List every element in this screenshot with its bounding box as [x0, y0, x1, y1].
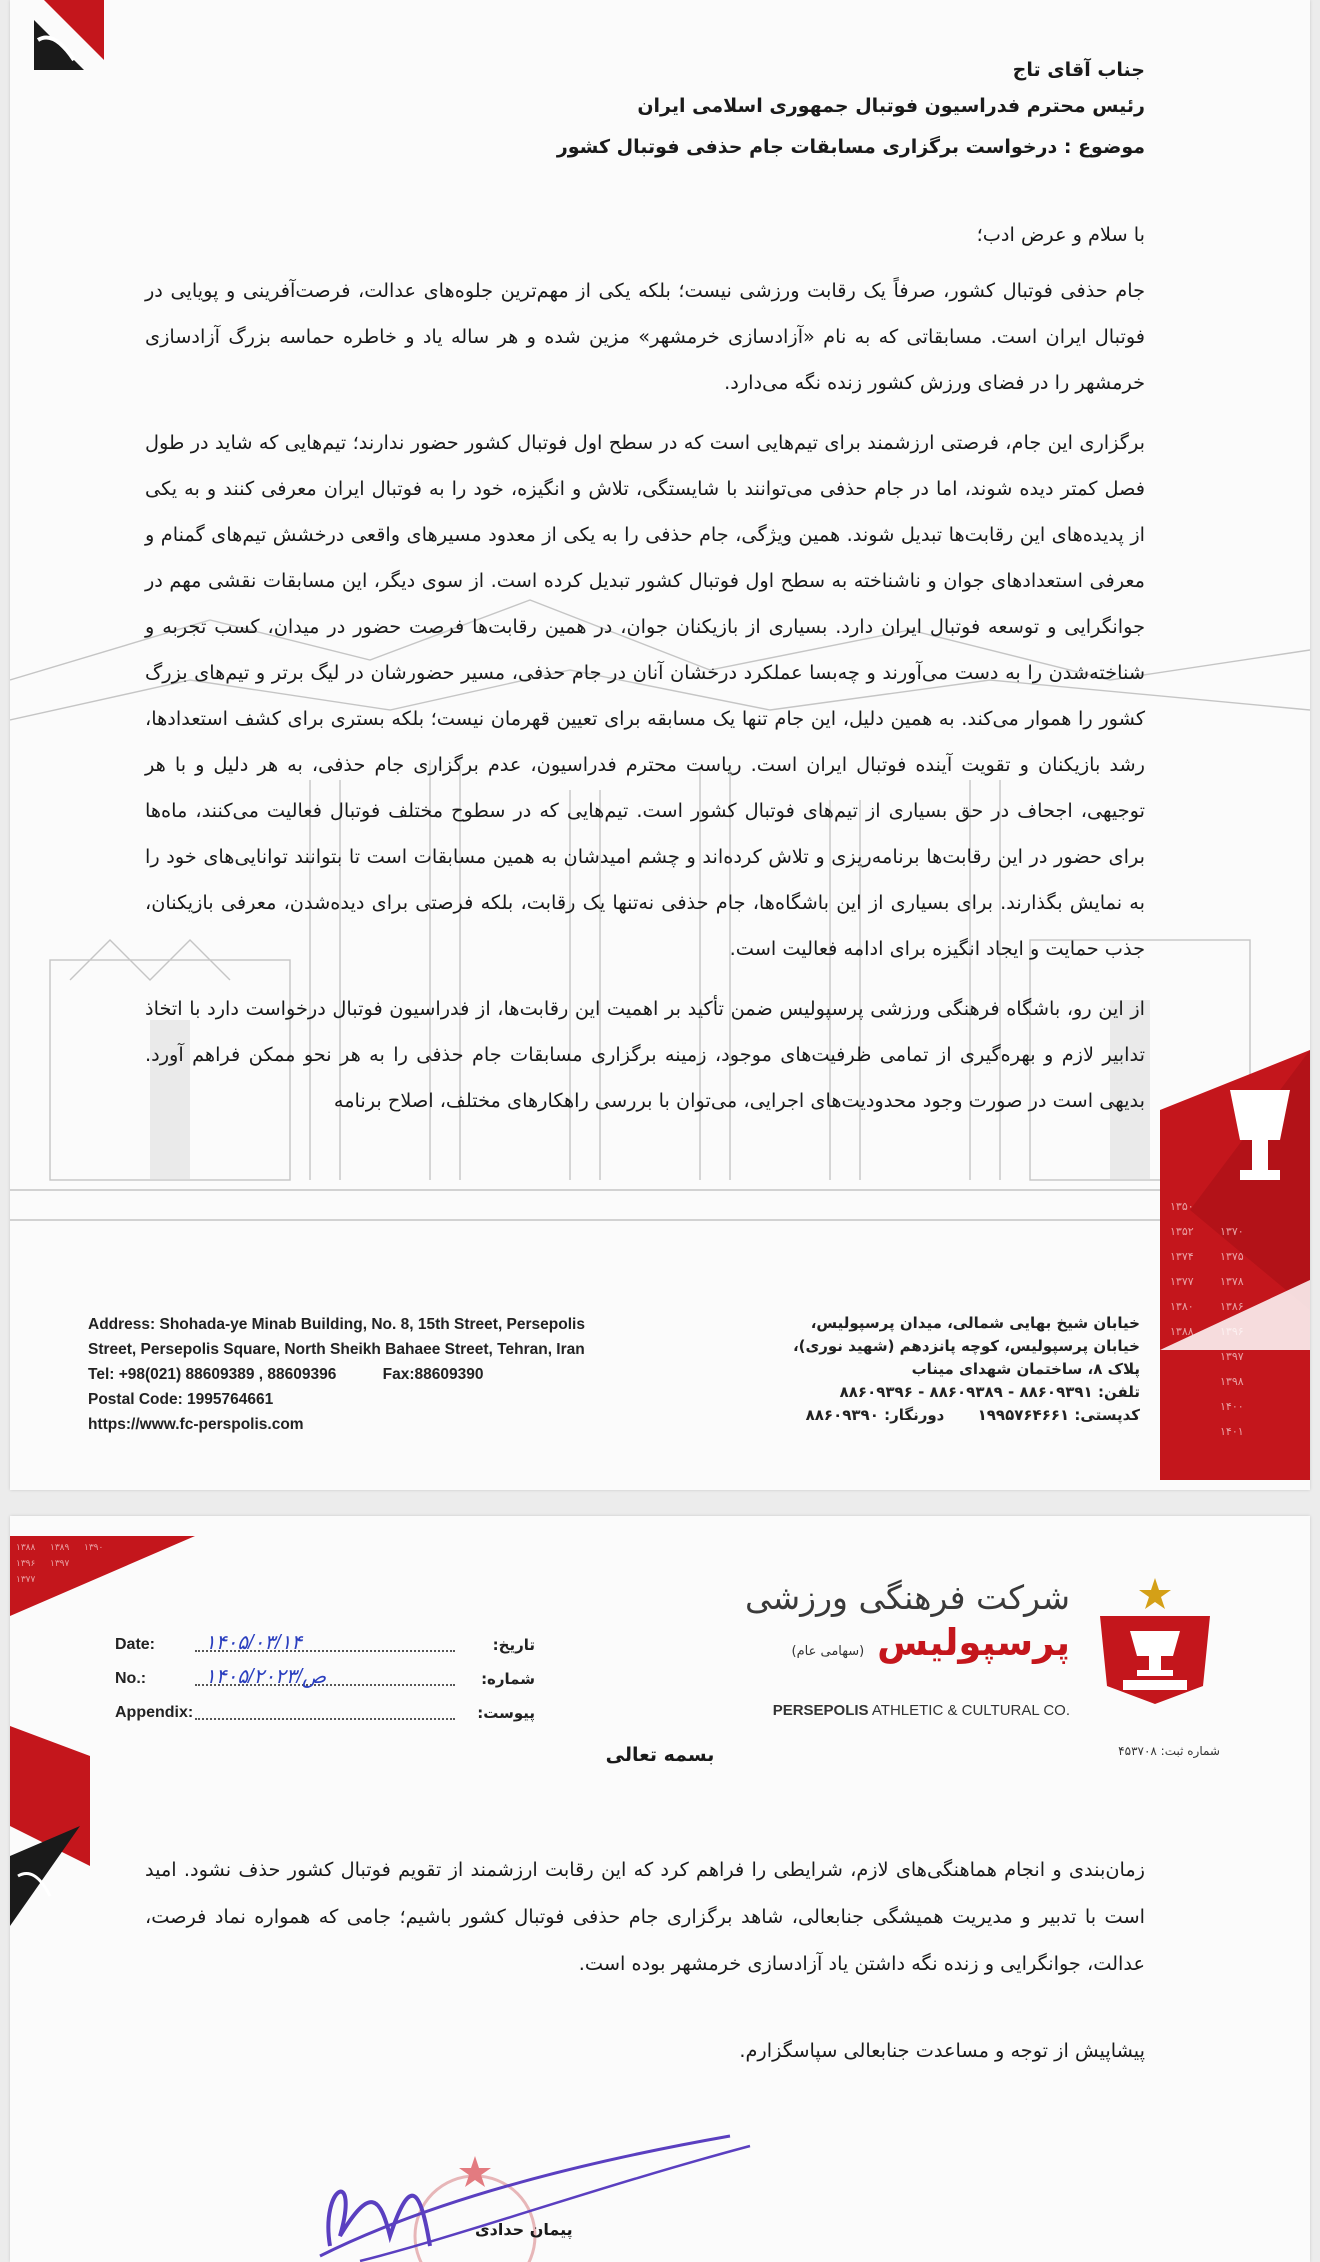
footer-address-fa [720, 1312, 1140, 1427]
letter-page-2 [10, 1516, 1310, 2262]
appendix-row [115, 1704, 535, 1738]
address-line-1: Address: Shohada-ye Minab Building, No. 8, 15th Street, Persepolis [88, 1316, 585, 1333]
svg-text:۱۳۸۹: ۱۳۸۹ [50, 1543, 70, 1553]
paragraph-1: جام حذفی فوتبال کشور، صرفاً یک رقابت ورزشی نیست؛ بلکه یکی از مهم‌ترین جلوه‌های عدالت، فرصت‌آفرینی و پویایی در فوتبال ایران است. مسابقاتی که به نام «آزادسازی خرمشهر» مزین شده و هر ساله یاد و خاطره حماسه بزرگ آزادسازی خرمشهر را در فضای ورزش کشور زنده نگه می‌دارد. [145, 279, 1145, 394]
footer-address-en [88, 1312, 585, 1437]
svg-text:۱۳۹۶: ۱۳۹۶ [16, 1559, 36, 1569]
svg-text:۱۳۷۸: ۱۳۷۸ [1220, 1275, 1244, 1288]
company-en-bold: PERSEPOLIS [772, 1702, 869, 1719]
recipient-name: جناب آقای تاج [1012, 59, 1145, 81]
address-line-2: Street, Persepolis Square, North Sheikh Bahaee Street, Tehran, Iran [88, 1341, 585, 1358]
number-label-fa: شماره: [481, 1670, 535, 1688]
address-fa-line-2: خیابان پرسپولیس، کوچه پانزدهم (شهید نوری)، [792, 1337, 1140, 1355]
company-name-en [773, 1702, 1070, 1719]
svg-text:۱۳۷۵: ۱۳۷۵ [1220, 1250, 1244, 1263]
letter-subject: موضوع : درخواست برگزاری مسابقات جام حذفی فوتبال کشور [556, 136, 1145, 158]
svg-text:۱۳۷۴: ۱۳۷۴ [1170, 1250, 1194, 1263]
paragraph-2: برگزاری این جام، فرصتی ارزشمند برای تیم‌هایی است که در سطح اول فوتبال کشور حضور ندارند؛ تیم‌هایی که شاید در طول فصل کمتر دیده شوند، اما در جام حذفی می‌توانند با شایستگی، تلاش و انگیزه، خود را به فوتبال ایران معرفی کنند و به یکی از پدیده‌های این رقابت‌ها تبدیل شوند. همین ویژگی، جام حذفی را به یکی از معدود مسیرهای واقعی درخشش تیم‌های گمنام و معرفی استعدادهای جوان و ناشناخته به سطح اول فوتبال کشور تبدیل کرده است. از سوی دیگر، این مسابقات نقشی مهم در جوانگرایی و توسعه فوتبال ایران دارد. بسیاری از بازیکنان جوان، در همین رقابت‌ها فرصت حضور در میدان، کسب تجربه و شناخته‌شدن را به دست می‌آورند و چه‌بسا عملکرد درخشان آنان در جام حذفی، مسیر حضورشان در لیگ برتر و تیم‌های بزرگ کشور را هموار می‌کند. به همین دلیل، این جام تنها یک مسابقه برای تعیین قهرمان نیست؛ بلکه بستری برای کشف استعدادها، رشد بازیکنان و تقویت آینده فوتبال ایران است. ریاست محترم فدراسیون، عدم برگزاری جام حذفی، به هر دلیل و با هر توجیهی، اجحاف در حق بسیاری از تیم‌های فوتبال کشور است. تیم‌هایی که در سطوح مختلف فوتبال فعالیت می‌کنند، ماه‌ها برای حضور در این رقابت‌ها برنامه‌ریزی و تلاش کرده‌اند و چشم امیدشان به همین مسابقات است تا بتوانند توانایی‌های خود را به نمایش بگذارند. برای بسیاری از این باشگاه‌ها، جام حذفی نه‌تنها یک رقابت، بلکه فرصتی برای دیده‌شدن، معرفی بازیکنان، جذب حمایت و ایجاد انگیزه برای ادامه فعالیت است. [145, 431, 1145, 960]
letter-body-page2 [145, 1846, 1145, 2074]
svg-text:۱۳۸۸: ۱۳۸۸ [16, 1543, 36, 1553]
corner-red-banner [10, 1536, 195, 1616]
company-en-rest: ATHLETIC & CULTURAL CO. [868, 1702, 1070, 1719]
fax-text: Fax:88609390 [382, 1366, 484, 1383]
svg-text:۱۳۹۸: ۱۳۹۸ [1220, 1375, 1244, 1388]
letter-header [145, 52, 1145, 165]
svg-text:۱۳۷۷: ۱۳۷۷ [16, 1575, 36, 1585]
postal-fa: کدپستی: ۱۹۹۵۷۶۴۶۶۱ [977, 1406, 1140, 1424]
svg-text:۱۳۹۷: ۱۳۹۷ [50, 1559, 70, 1569]
svg-text:۱۳۹۰: ۱۳۹۰ [84, 1543, 104, 1553]
closing-line: پیشاپیش از توجه و مساعدت جنابعالی سپاسگزارم. [739, 2039, 1145, 2062]
address-fa-line-1: خیابان شیخ بهایی شمالی، میدان پرسپولیس، [810, 1314, 1140, 1332]
brand-name: پرسپولیس [877, 1621, 1070, 1664]
date-label-fa: تاریخ: [492, 1636, 535, 1654]
date-label-en: Date: [115, 1636, 156, 1653]
number-value: ۱۴۰۵/ص/۲۰۲۳ [205, 1666, 327, 1688]
red-corner-decoration [1160, 1050, 1310, 1480]
date-value: ۱۴۰۵/۰۳/۱۴ [205, 1632, 303, 1654]
brand-note: (سهامی عام) [791, 1644, 865, 1659]
registration-number: شماره ثبت: ۴۵۳۷۰۸ [1118, 1744, 1220, 1758]
svg-text:۱۳۸۸: ۱۳۸۸ [1170, 1325, 1194, 1338]
appendix-dotted-line [195, 1718, 455, 1720]
tel-text: Tel: +98(021) 88609389 , 88609396 [88, 1366, 337, 1383]
svg-text:۱۴۰۱: ۱۴۰۱ [1220, 1425, 1244, 1438]
greeting: با سلام و عرض ادب؛ [976, 223, 1145, 246]
svg-text:۱۳۹۷: ۱۳۹۷ [1220, 1350, 1244, 1363]
appendix-label-en: Appendix: [115, 1704, 194, 1721]
signature-and-stamp [300, 2126, 760, 2262]
signer-name: پیمان حدادی [475, 2220, 573, 2239]
website-link[interactable]: https://www.fc-perspolis.com [88, 1416, 304, 1433]
svg-text:۱۳۷۰: ۱۳۷۰ [1220, 1225, 1244, 1238]
svg-text:۱۳۵۲: ۱۳۵۲ [1170, 1225, 1194, 1238]
recipient-title: رئیس محترم فدراسیون فوتبال جمهوری اسلامی ایران [637, 95, 1145, 117]
number-label-en: No.: [115, 1670, 147, 1687]
paragraph-3: از این رو، باشگاه فرهنگی ورزشی پرسپولیس ضمن تأکید بر اهمیت این رقابت‌ها، از فدراسیون فوتبال درخواست دارد با اتخاذ تدابیر لازم و بهره‌گیری از تمامی ظرفیت‌های موجود، زمینه برگزاری مسابقات جام حذفی را به هر نحو ممکن فراهم آورد. بدیهی است در صورت وجود محدودیت‌های اجرایی، می‌توان با بررسی راهکارهای مختلف، اصلاح برنامه [145, 997, 1145, 1112]
persepolis-club-logo [1085, 1576, 1225, 1706]
tel-fax-line [88, 1362, 585, 1387]
svg-text:۱۳۸۰: ۱۳۸۰ [1170, 1300, 1194, 1313]
paragraph-continued: زمان‌بندی و انجام هماهنگی‌های لازم، شرایطی را فراهم کرد که این رقابت ارزشمند از تقویم فوتبال کشور حذف نشود. امید است با تدبیر و مدیریت همیشگی جنابعالی، شاهد برگزاری جام حذفی فوتبال کشور باشیم؛ جامی که همواره نماد فرصت، عدالت، جوانگرایی و زنده نگه داشتن یاد آزادسازی خرمشهر بوده است. [145, 1858, 1145, 1975]
letter-metadata [115, 1632, 535, 1738]
postal-fax-fa [720, 1404, 1140, 1427]
corner-logo-mark [24, 0, 104, 88]
letter-page-1 [10, 0, 1310, 1490]
svg-text:۱۳۵۰: ۱۳۵۰ [1170, 1200, 1194, 1213]
svg-text:۱۳۷۷: ۱۳۷۷ [1170, 1275, 1194, 1288]
company-name-fa [650, 1576, 1070, 1675]
letter-body-page1 [145, 212, 1145, 1138]
company-type: شرکت فرهنگی ورزشی [745, 1578, 1070, 1617]
company-brand [650, 1620, 1070, 1675]
svg-text:۱۴۰۰: ۱۴۰۰ [1220, 1400, 1244, 1413]
svg-text:۱۳۸۶: ۱۳۸۶ [1220, 1300, 1244, 1313]
postal-code: Postal Code: 1995764661 [88, 1391, 274, 1408]
number-row [115, 1666, 535, 1704]
appendix-label-fa: پیوست: [477, 1704, 535, 1722]
address-fa-line-3: پلاک ۸، ساختمان شهدای میناب [911, 1360, 1140, 1378]
fax-fa: دورنگار: ۸۸۶۰۹۳۹۰ [805, 1406, 945, 1424]
phone-fa: تلفن: ۸۸۶۰۹۳۹۱ - ۸۸۶۰۹۳۸۹ - ۸۸۶۰۹۳۹۶ [839, 1383, 1140, 1401]
basmala-heading: بسمه تعالی [605, 1744, 715, 1766]
